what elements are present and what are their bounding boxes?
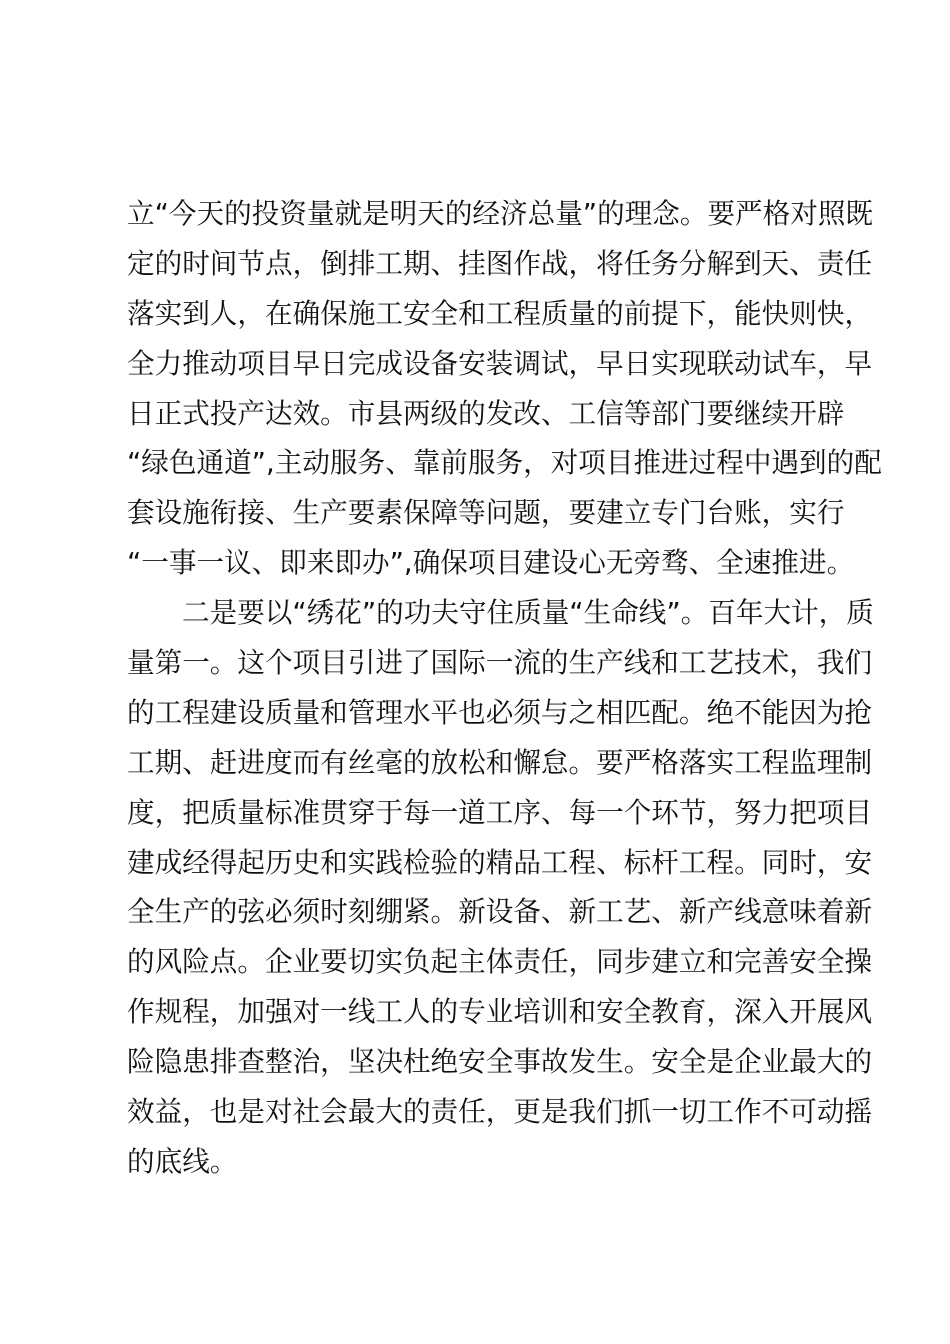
text-line: 立“今天的投资量就是明天的经济总量”的理念。要严格对照既 bbox=[127, 197, 874, 230]
text-line: 二是要以“绣花”的功夫守住质量“生命线”。百年大计，质 bbox=[182, 596, 874, 630]
text-line: 的工程建设质量和管理水平也必须与之相匹配。绝不能因为抢 bbox=[127, 695, 873, 729]
text-line: “绿色通道”,主动服务、靠前服务，对项目推进过程中遇到的配 bbox=[127, 446, 882, 480]
paragraph-2 bbox=[127, 588, 874, 1187]
body-text bbox=[127, 189, 882, 1187]
text-line: 的风险点。企业要切实负起主体责任，同步建立和完善安全操 bbox=[127, 945, 873, 979]
text-line: 作规程，加强对一线工人的专业培训和安全教育，深入开展风 bbox=[127, 995, 873, 1029]
text-line: 定的时间节点，倒排工期、挂图作战，将任务分解到天、责任 bbox=[127, 246, 873, 280]
text-line: 全生产的弦必须时刻绷紧。新设备、新工艺、新产线意味着新 bbox=[127, 895, 873, 929]
text-line: 量第一。这个项目引进了国际一流的生产线和工艺技术，我们 bbox=[127, 646, 873, 680]
text-line: 全力推动项目早日完成设备安装调试，早日实现联动试车，早 bbox=[127, 346, 873, 380]
text-line: 的底线。 bbox=[127, 1144, 238, 1178]
paragraph-1 bbox=[127, 189, 882, 588]
text-line: 套设施衔接、生产要素保障等问题，要建立专门台账，实行 bbox=[127, 496, 845, 530]
text-line: 建成经得起历史和实践检验的精品工程、标杆工程。同时，安 bbox=[127, 845, 873, 879]
text-line: 日正式投产达效。市县两级的发改、工信等部门要继续开辟 bbox=[127, 396, 845, 430]
text-line: 度，把质量标准贯穿于每一道工序、每一个环节，努力把项目 bbox=[127, 795, 873, 829]
text-line: 落实到人，在确保施工安全和工程质量的前提下，能快则快， bbox=[127, 296, 873, 330]
text-line: 险隐患排查整治，坚决杜绝安全事故发生。安全是企业最大的 bbox=[127, 1045, 873, 1079]
text-line: 效益，也是对社会最大的责任，更是我们抓一切工作不可动摇 bbox=[127, 1095, 873, 1129]
text-line: 工期、赶进度而有丝毫的放松和懈怠。要严格落实工程监理制 bbox=[127, 745, 873, 779]
text-line: “一事一议、即来即办”,确保项目建设心无旁骛、全速推进。 bbox=[127, 546, 855, 580]
